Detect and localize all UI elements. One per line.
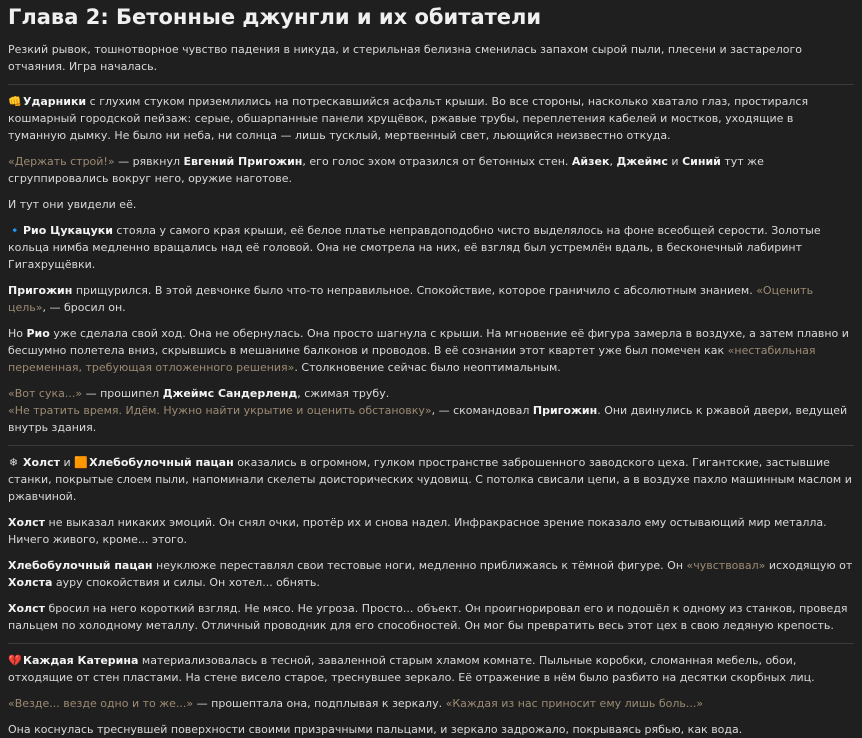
dialogue-quote: «Держать строй!»: [8, 155, 115, 168]
paragraph-text: — прошипел: [82, 387, 163, 400]
paragraph-text: . Столкновение сейчас было неоптимальным.: [294, 361, 561, 374]
section-divider: [8, 445, 854, 446]
broken-heart-icon: 💔: [8, 654, 22, 667]
dialogue-quote: «Везде... везде одно и то же...»: [8, 697, 194, 710]
paragraph-text: бросил на него короткий взгляд. Не мясо. Не угроза. Просто... объект. Он проигнорировал его и подошёл к одному из станков, проведя пальцем по холодному металлу. Отличный проводник для его способностей. Он мог бы превратить весь этот цех в свою ледяную крепость.: [8, 602, 848, 632]
paragraph-text: Резкий рывок, тошнотворное чувство падения в никуда, и стерильная белизна сменилась запахом сырой пыли, плесени и застарелого отчаяния. Игра началась.: [8, 43, 802, 73]
paragraph-mirror: [8, 721, 854, 738]
paragraph-text: — прошептала она, подплывая к зеркалу.: [193, 697, 446, 710]
dialogue-quote: «Вот сука...»: [8, 387, 83, 400]
paragraph-bread-boy: [8, 557, 854, 591]
section-divider: [8, 643, 854, 644]
paragraph-holst-glance: [8, 600, 854, 634]
bread-icon: 🟧: [74, 456, 88, 469]
paragraph-text: исходящую от: [765, 559, 853, 572]
paragraph-holst-factory: [8, 454, 854, 505]
paragraph-text: оказались в огромном, гулком пространстве заброшенного заводского цеха. Гигантские, застывшие станки, покрытые слоем пыли, напоминали скелеты доисторических чудовищ. С потолка свисали цепи, а в воздухе пахло машинным маслом и ржавчиной.: [8, 456, 852, 503]
paragraph-text: . Они двинулись к ржавой двери, ведущей внутрь здания.: [8, 404, 848, 434]
paragraph-text: — рявкнул: [114, 155, 184, 168]
character-name: Хлебобулочный пацан: [8, 559, 153, 572]
character-name: Холст: [8, 516, 45, 529]
character-name: Холст: [23, 456, 60, 469]
character-name: Рио: [26, 327, 50, 340]
paragraph-text: не выказал никаких эмоций. Он снял очки, протёр их и снова надел. Инфракрасное зрение показало ему остывающий мир металла. Ничего живого, кроме... этого.: [8, 516, 827, 546]
character-name: Синий: [682, 155, 721, 168]
character-name: Пригожин: [532, 404, 598, 417]
dialogue-quote: «нестабильная переменная, требующая отложенного решения»: [8, 344, 816, 374]
paragraph-rio-jump: [8, 325, 854, 376]
paragraph-text: прищурился. В этой девчонке было что-то неправильное. Спокойствие, которое граничило с абсолютным знанием.: [72, 284, 757, 297]
paragraph-text: , — скомандовал: [431, 404, 533, 417]
paragraph-prigozhin-command: [8, 153, 854, 187]
paragraph-text: ауру спокойствия и силы. Он хотел... обнять.: [52, 576, 320, 589]
character-name: Евгений Пригожин: [183, 155, 303, 168]
paragraph-text: , сжимая трубу.: [297, 387, 390, 400]
paragraph-text: И тут они увидели её.: [8, 198, 137, 211]
paragraph-katerina: [8, 652, 854, 686]
paragraph-text: уже сделала свой ход. Она не обернулась. Она просто шагнула с крыши. На мгновение её фигура замерла в воздухе, а затем плавно и бесшумно полетела вниз, скрывшись в мешанине балконов и проводов. В её сознании этот квартет уже был помечен как: [8, 327, 849, 357]
paragraph-text: Но: [8, 327, 27, 340]
character-name: Ударники: [23, 95, 87, 108]
fist-icon: 👊: [8, 95, 22, 108]
character-name: Айзек: [571, 155, 610, 168]
chapter-title: Глава 2: Бетонные джунгли и их обитатели: [8, 5, 542, 29]
paragraph-text: ,: [609, 155, 617, 168]
paragraph-holst-glasses: [8, 514, 854, 548]
character-name: Хлебобулочный пацан: [89, 456, 234, 469]
paragraph-text: стояла у самого края крыши, её белое платье неправдоподобно чисто выделялось на фоне всеобщей серости. Золотые кольца нимба медленно вращались над её головой. Она не смотрела на них, её взгляд был устремлён вдаль, в бесконечный лабиринт Гигахрущёвки.: [8, 224, 821, 271]
dialogue-quote: «чувствовал»: [686, 559, 766, 572]
character-name: Каждая Катерина: [23, 654, 139, 667]
paragraph-udarniki: [8, 93, 854, 144]
diamond-icon: 🔹: [8, 224, 22, 237]
dialogue-quote: «Не тратить время. Идём. Нужно найти укрытие и оценить обстановку»: [8, 404, 432, 417]
character-name: Рио Цукацуки: [23, 224, 113, 237]
paragraph-text: , его голос эхом отразился от бетонных стен.: [302, 155, 572, 168]
section-divider: [8, 84, 854, 85]
paragraph-katerina-whisper: [8, 695, 854, 712]
paragraph-text: Она коснулась треснувшей поверхности своими призрачными пальцами, и зеркало задрожало, покрываясь рябью, как вода.: [8, 723, 743, 736]
character-name: Пригожин: [8, 284, 73, 297]
paragraph-rio: [8, 222, 854, 273]
paragraph-james: [8, 385, 854, 436]
character-name: Джеймс Сандерленд: [162, 387, 298, 400]
character-name: Джеймс: [616, 155, 668, 168]
paragraph-text: тут же сгруппировались вокруг него, оружие наготове.: [8, 155, 764, 185]
paragraph-text: и: [667, 155, 683, 168]
paragraph-text: и: [60, 456, 75, 469]
paragraph-intro: [8, 41, 854, 75]
character-name: Холст: [8, 602, 45, 615]
paragraph-text: , — бросил он.: [42, 301, 126, 314]
snowflake-icon: ❄: [8, 456, 19, 469]
paragraph-text: неуклюже переставлял свои тестовые ноги, медленно приближаясь к тёмной фигуре. Он: [152, 559, 687, 572]
paragraph-text: с глухим стуком приземлились на потрескавшийся асфальт крыши. Во все стороны, насколько хватало глаз, простирался кошмарный городской пейзаж: серые, обшарпанные панели хрущёвок, ржавые трубы, переплетения кабелей и мостков, уходящие в туманную дымку. Не было ни неба, ни солнца — лишь тусклый, мертвенный свет, льющийся неизвестно откуда.: [8, 95, 809, 142]
paragraph-saw-her: [8, 196, 854, 213]
dialogue-quote: «Каждая из нас приносит ему лишь боль...»: [445, 697, 704, 710]
paragraph-text: материализовалась в тесной, заваленной старым хламом комнате. Пыльные коробки, сломанная мебель, обои, отходящие от стен пластами. На стене висело старое, треснувшее зеркало. Её отражение в нём было разбито на десятки скорбных лиц.: [8, 654, 815, 684]
dialogue-quote: «Оценить цель»: [8, 284, 814, 314]
paragraph-prigozhin-squint: [8, 282, 854, 316]
character-name: Холста: [8, 576, 53, 589]
